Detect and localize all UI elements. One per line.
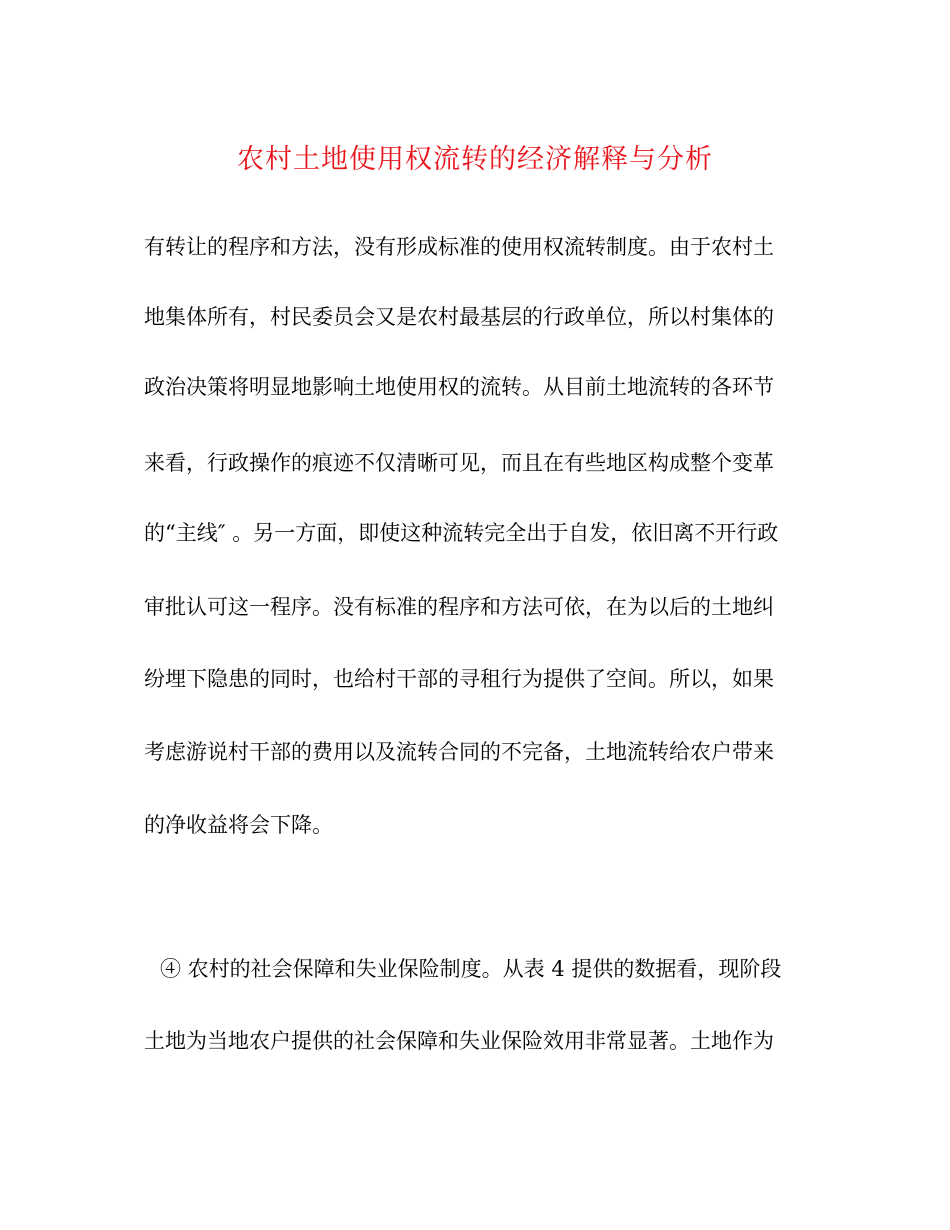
paragraph-1-line-3: 政治决策将明显地影响土地使用权的流转。从目前土地流转的各环节 — [144, 375, 774, 399]
paragraph-1-line-5: 的“主线″ 。另一方面，即使这种流转完全出于自发，依旧离不开行政 — [144, 521, 779, 545]
paragraph-1-line-6: 审批认可这一程序。没有标准的程序和方法可依，在为以后的土地纠 — [144, 595, 774, 619]
paragraph-1-line-2: 地集体所有，村民委员会又是农村最基层的行政单位，所以村集体的 — [144, 305, 774, 329]
paragraph-1-line-9: 的净收益将会下降。 — [144, 813, 333, 837]
paragraph-2-line-1: ④ 农村的社会保障和失业保险制度。从表 4 提供的数据看，现阶段 — [160, 957, 782, 981]
paragraph-2-line-2: 土地为当地农户提供的社会保障和失业保险效用非常显著。土地作为 — [144, 1029, 774, 1053]
paragraph-1-line-8: 考虑游说村干部的费用以及流转合同的不完备，土地流转给农户带来 — [144, 740, 774, 764]
paragraph-1-line-7: 纷埋下隐患的同时，也给村干部的寻租行为提供了空间。所以，如果 — [144, 667, 774, 691]
paragraph-1-line-4: 来看，行政操作的痕迹不仅清晰可见，而且在有些地区构成整个变革 — [144, 451, 774, 475]
paragraph-1-line-1: 有转让的程序和方法，没有形成标准的使用权流转制度。由于农村土 — [144, 235, 774, 259]
document-title: 农村土地使用权流转的经济解释与分析 — [237, 144, 713, 175]
